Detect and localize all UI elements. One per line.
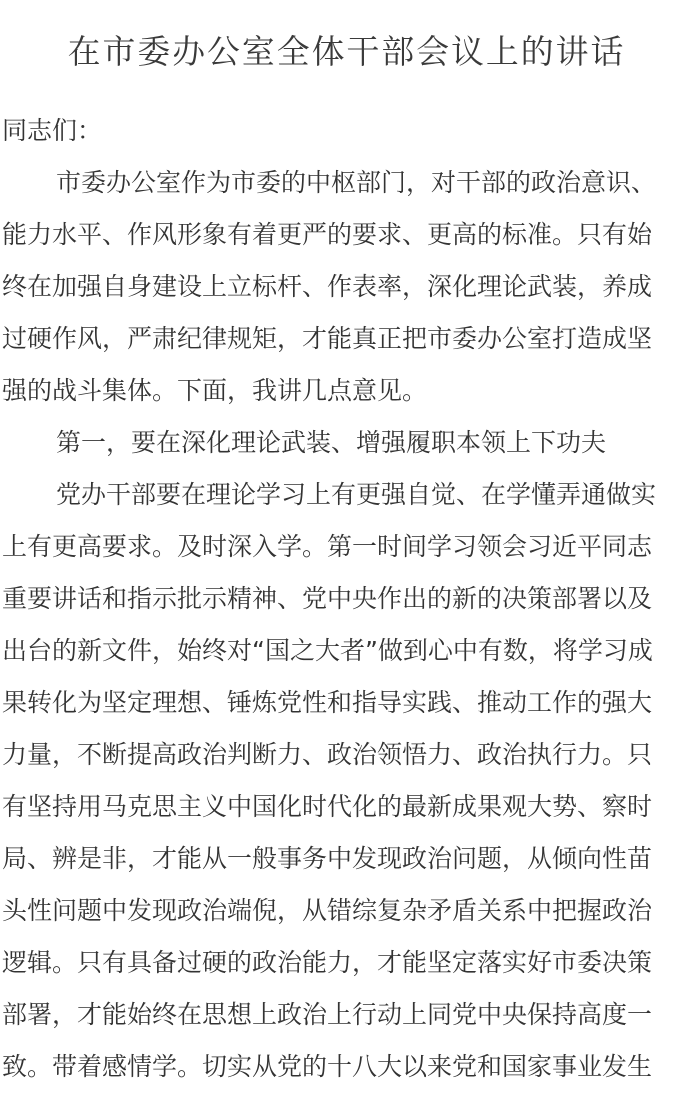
paragraph-line: 过硬作风，严肃纪律规矩，才能真正把市委办公室打造成坚 xyxy=(2,324,653,353)
paragraph-line: 有坚持用马克思主义中国化时代化的最新成果观大势、察时 xyxy=(2,792,653,821)
document-title: 在市委办公室全体干部会议上的讲话 xyxy=(67,32,626,71)
paragraph-line: 头性问题中发现政治端倪，从错综复杂矛盾关系中把握政治 xyxy=(2,896,653,925)
paragraph-line: 力量，不断提高政治判断力、政治领悟力、政治执行力。只 xyxy=(2,740,653,769)
paragraph-line: 果转化为坚定理想、锤炼党性和指导实践、推动工作的强大 xyxy=(2,688,653,717)
paragraph-line: 上有更高要求。及时深入学。第一时间学习领会习近平同志 xyxy=(2,532,653,561)
paragraph-line: 党办干部要在理论学习上有更强自觉、在学懂弄通做实 xyxy=(56,480,657,509)
salutation: 同志们： xyxy=(2,116,103,145)
paragraph-line: 终在加强自身建设上立标杆、作表率，深化理论武装，养成 xyxy=(2,272,653,301)
section-heading: 第一，要在深化理论武装、增强履职本领上下功夫 xyxy=(56,428,607,457)
paragraph-line: 逻辑。只有具备过硬的政治能力，才能坚定落实好市委决策 xyxy=(2,948,653,977)
paragraph-line: 能力水平、作风形象有着更严的要求、更高的标准。只有始 xyxy=(2,220,653,249)
paragraph-line: 局、辨是非，才能从一般事务中发现政治问题，从倾向性苗 xyxy=(2,844,653,873)
paragraph-line: 出台的新文件，始终对“国之大者”做到心中有数，将学习成 xyxy=(2,636,653,665)
paragraph-line: 致。带着感情学。切实从党的十八大以来党和国家事业发生 xyxy=(2,1052,653,1081)
paragraph-line: 部署，才能始终在思想上政治上行动上同党中央保持高度一 xyxy=(2,1000,653,1029)
paragraph-line: 重要讲话和指示批示精神、党中央作出的新的决策部署以及 xyxy=(2,584,653,613)
paragraph-line: 市委办公室作为市委的中枢部门，对干部的政治意识、 xyxy=(56,168,657,197)
paragraph-line: 强的战斗集体。下面，我讲几点意见。 xyxy=(2,376,428,405)
